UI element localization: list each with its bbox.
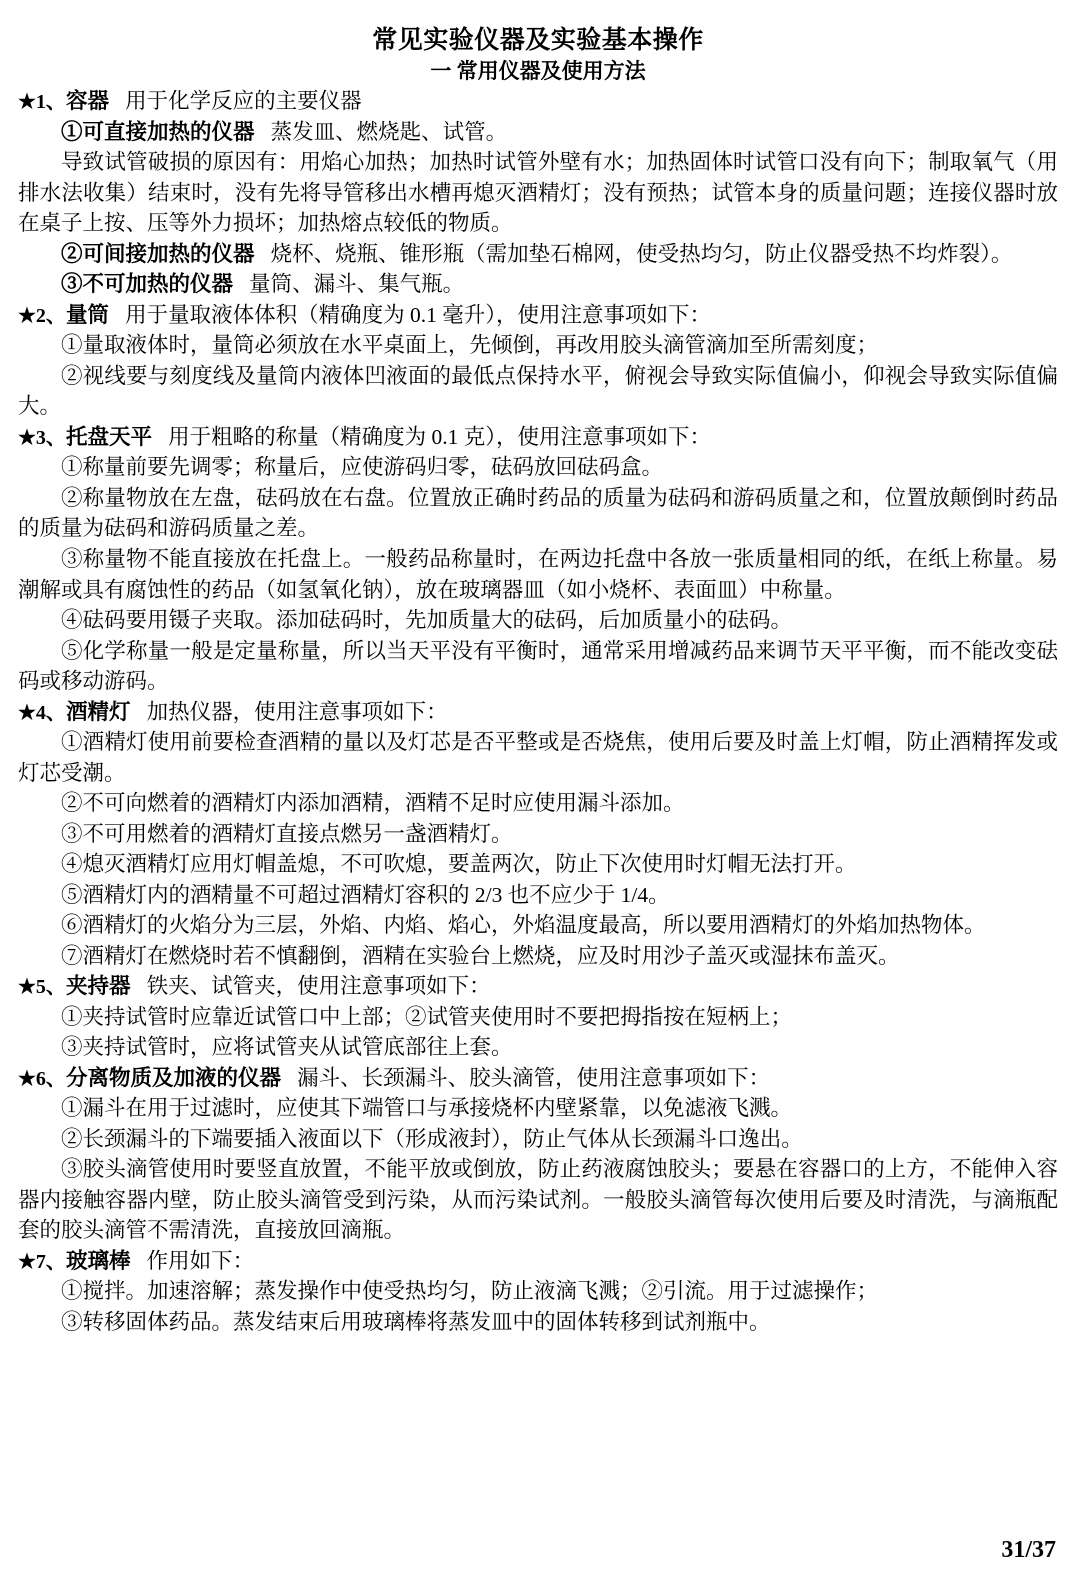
section-heading	[18, 1063, 1058, 1094]
item-text: ①夹持试管时应靠近试管口中上部；②试管夹使用时不要把拇指按在短柄上；	[61, 1004, 793, 1029]
section-title: 托盘天平	[65, 424, 152, 449]
list-item	[18, 452, 1058, 483]
section-subtitle: 用于量取液体体积（精确度为 0.1 毫升），使用注意事项如下：	[125, 302, 711, 327]
section-marker: ★2、	[18, 304, 66, 327]
item-text: 烧杯、烧瓶、锥形瓶（需加垫石棉网，使受热均匀，防止仪器受热不均炸裂）。	[270, 241, 1013, 266]
item-text: ②称量物放在左盘，砝码放在右盘。位置放正确时药品的质量为砝码和游码质量之和，位置放颠倒时药品的质量为砝码和游码质量之差。	[18, 485, 1058, 541]
list-item	[18, 941, 1058, 972]
list-item	[18, 1307, 1058, 1338]
list-item	[18, 1154, 1058, 1246]
list-item	[18, 544, 1058, 605]
item-text: ①搅拌。加速溶解；蒸发操作中使受热均匀，防止液滴飞溅；②引流。用于过滤操作；	[61, 1279, 879, 1304]
document-body	[18, 86, 1058, 1337]
section-title: 酒精灯	[65, 699, 131, 724]
list-item	[18, 910, 1058, 941]
item-text: ⑥酒精灯的火焰分为三层，外焰、内焰、焰心，外焰温度最高，所以要用酒精灯的外焰加热物体。	[61, 913, 986, 938]
item-text: ①量取液体时，量筒必须放在水平桌面上，先倾倒，再改用胶头滴管滴加至所需刻度；	[61, 333, 879, 358]
item-text: ①称量前要先调零；称量后，应使游码归零，砝码放回砝码盒。	[61, 455, 664, 480]
list-item	[18, 330, 1058, 361]
list-item	[18, 1276, 1058, 1307]
list-item	[18, 819, 1058, 850]
item-text: ③称量物不能直接放在托盘上。一般药品称量时，在两边托盘中各放一张质量相同的纸，在纸上称量。易潮解或具有腐蚀性的药品（如氢氧化钠），放在玻璃器皿（如小烧杯、表面皿）中称量。	[18, 546, 1058, 602]
item-label: ①可直接加热的仪器	[61, 119, 255, 144]
item-text: 导致试管破损的原因有：用焰心加热；加热时试管外壁有水；加热固体时试管口没有向下；制取氧气（用排水法收集）结束时，没有先将导管移出水槽再熄灭酒精灯；没有预热；试管本身的质量问题；连接仪器时放在桌子上按、压等外力损坏；加热熔点较低的物质。	[18, 150, 1058, 236]
list-item	[18, 483, 1058, 544]
list-item	[18, 880, 1058, 911]
list-item	[18, 636, 1058, 697]
item-text: ②不可向燃着的酒精灯内添加酒精，酒精不足时应使用漏斗添加。	[61, 791, 685, 816]
item-text: ②视线要与刻度线及量筒内液体凹液面的最低点保持水平，俯视会导致实际值偏小，仰视会导致实际值偏大。	[18, 363, 1058, 419]
list-item	[18, 1124, 1058, 1155]
item-text: ①酒精灯使用前要检查酒精的量以及灯芯是否平整或是否烧焦，使用后要及时盖上灯帽，防止酒精挥发或灯芯受潮。	[18, 730, 1058, 785]
section-subtitle: 用于化学反应的主要仪器	[125, 89, 362, 114]
current-page: 31	[1001, 1537, 1026, 1563]
item-text: ③转移固体药品。蒸发结束后用玻璃棒将蒸发皿中的固体转移到试剂瓶中。	[61, 1309, 771, 1334]
section-marker: ★3、	[18, 426, 66, 449]
list-item	[18, 1032, 1058, 1063]
item-text: ③不可用燃着的酒精灯直接点燃另一盏酒精灯。	[61, 821, 513, 846]
item-label: ②可间接加热的仪器	[61, 241, 255, 266]
section-title: 夹持器	[65, 974, 131, 999]
section-subtitle: 漏斗、长颈漏斗、胶头滴管，使用注意事项如下：	[297, 1065, 771, 1090]
section-heading	[18, 86, 1058, 117]
section-title: 容器	[65, 89, 109, 114]
list-item	[18, 788, 1058, 819]
section-subtitle: 作用如下：	[146, 1248, 255, 1273]
item-text: ③夹持试管时，应将试管夹从试管底部往上套。	[61, 1035, 513, 1060]
section-title: 玻璃棒	[65, 1248, 131, 1273]
section-marker: ★4、	[18, 701, 66, 724]
list-item	[18, 147, 1058, 239]
section-subtitle: 铁夹、试管夹，使用注意事项如下：	[146, 974, 491, 999]
section-marker: ★5、	[18, 976, 66, 999]
section-title: 量筒	[65, 302, 109, 327]
list-item	[18, 361, 1058, 422]
page-title: 常见实验仪器及实验基本操作	[372, 27, 704, 54]
item-text: 蒸发皿、燃烧匙、试管。	[270, 119, 508, 144]
list-item	[18, 269, 1058, 300]
page-separator: /	[1025, 1537, 1032, 1563]
item-text: ④砝码要用镊子夹取。添加砝码时，先加质量大的砝码，后加质量小的砝码。	[61, 608, 793, 633]
list-item	[18, 117, 1058, 148]
section-title: 分离物质及加液的仪器	[65, 1065, 281, 1090]
section-heading	[18, 300, 1058, 331]
section-heading	[18, 422, 1058, 453]
list-item	[18, 605, 1058, 636]
list-item	[18, 1002, 1058, 1033]
section-marker: ★1、	[18, 91, 66, 114]
item-text: ⑤酒精灯内的酒精量不可超过酒精灯容积的 2/3 也不应少于 1/4。	[61, 882, 670, 907]
section-heading	[18, 1246, 1058, 1277]
list-item	[18, 727, 1058, 788]
item-label: ③不可加热的仪器	[61, 272, 234, 297]
item-text: ①漏斗在用于过滤时，应使其下端管口与承接烧杯内壁紧靠，以免滤液飞溅。	[61, 1096, 793, 1121]
item-text: 量筒、漏斗、集气瓶。	[249, 272, 465, 297]
section-subtitle: 用于粗略的称量（精确度为 0.1 克），使用注意事项如下：	[168, 424, 711, 449]
item-text: ⑤化学称量一般是定量称量，所以当天平没有平衡时，通常采用增减药品来调节天平平衡，而不能改变砝码或移动游码。	[18, 638, 1058, 694]
list-item	[18, 1093, 1058, 1124]
item-text: ③胶头滴管使用时要竖直放置，不能平放或倒放，防止药液腐蚀胶头；要悬在容器口的上方，不能伸入容器内接触容器内壁，防止胶头滴管受到污染，从而污染试剂。一般胶头滴管每次使用后要及时清洗，与滴瓶配套的胶头滴管不需清洗，直接放回滴瓶。	[18, 1157, 1058, 1243]
item-text: ②长颈漏斗的下端要插入液面以下（形成液封），防止气体从长颈漏斗口逸出。	[61, 1126, 803, 1151]
list-item	[18, 849, 1058, 880]
item-text: ⑦酒精灯在燃烧时若不慎翻倒，酒精在实验台上燃烧，应及时用沙子盖灭或湿抹布盖灭。	[61, 943, 900, 968]
section-heading	[18, 971, 1058, 1002]
section-heading	[18, 697, 1058, 728]
section-subtitle: 加热仪器，使用注意事项如下：	[146, 699, 448, 724]
total-pages: 37	[1032, 1537, 1056, 1563]
item-text: ④熄灭酒精灯应用灯帽盖熄，不可吹熄，要盖两次，防止下次使用时灯帽无法打开。	[61, 852, 857, 877]
list-item	[18, 239, 1058, 270]
section-marker: ★7、	[18, 1250, 66, 1273]
section-marker: ★6、	[18, 1067, 66, 1090]
page-footer-number	[1001, 1537, 1056, 1564]
page-subtitle: 一 常用仪器及使用方法	[430, 59, 646, 83]
